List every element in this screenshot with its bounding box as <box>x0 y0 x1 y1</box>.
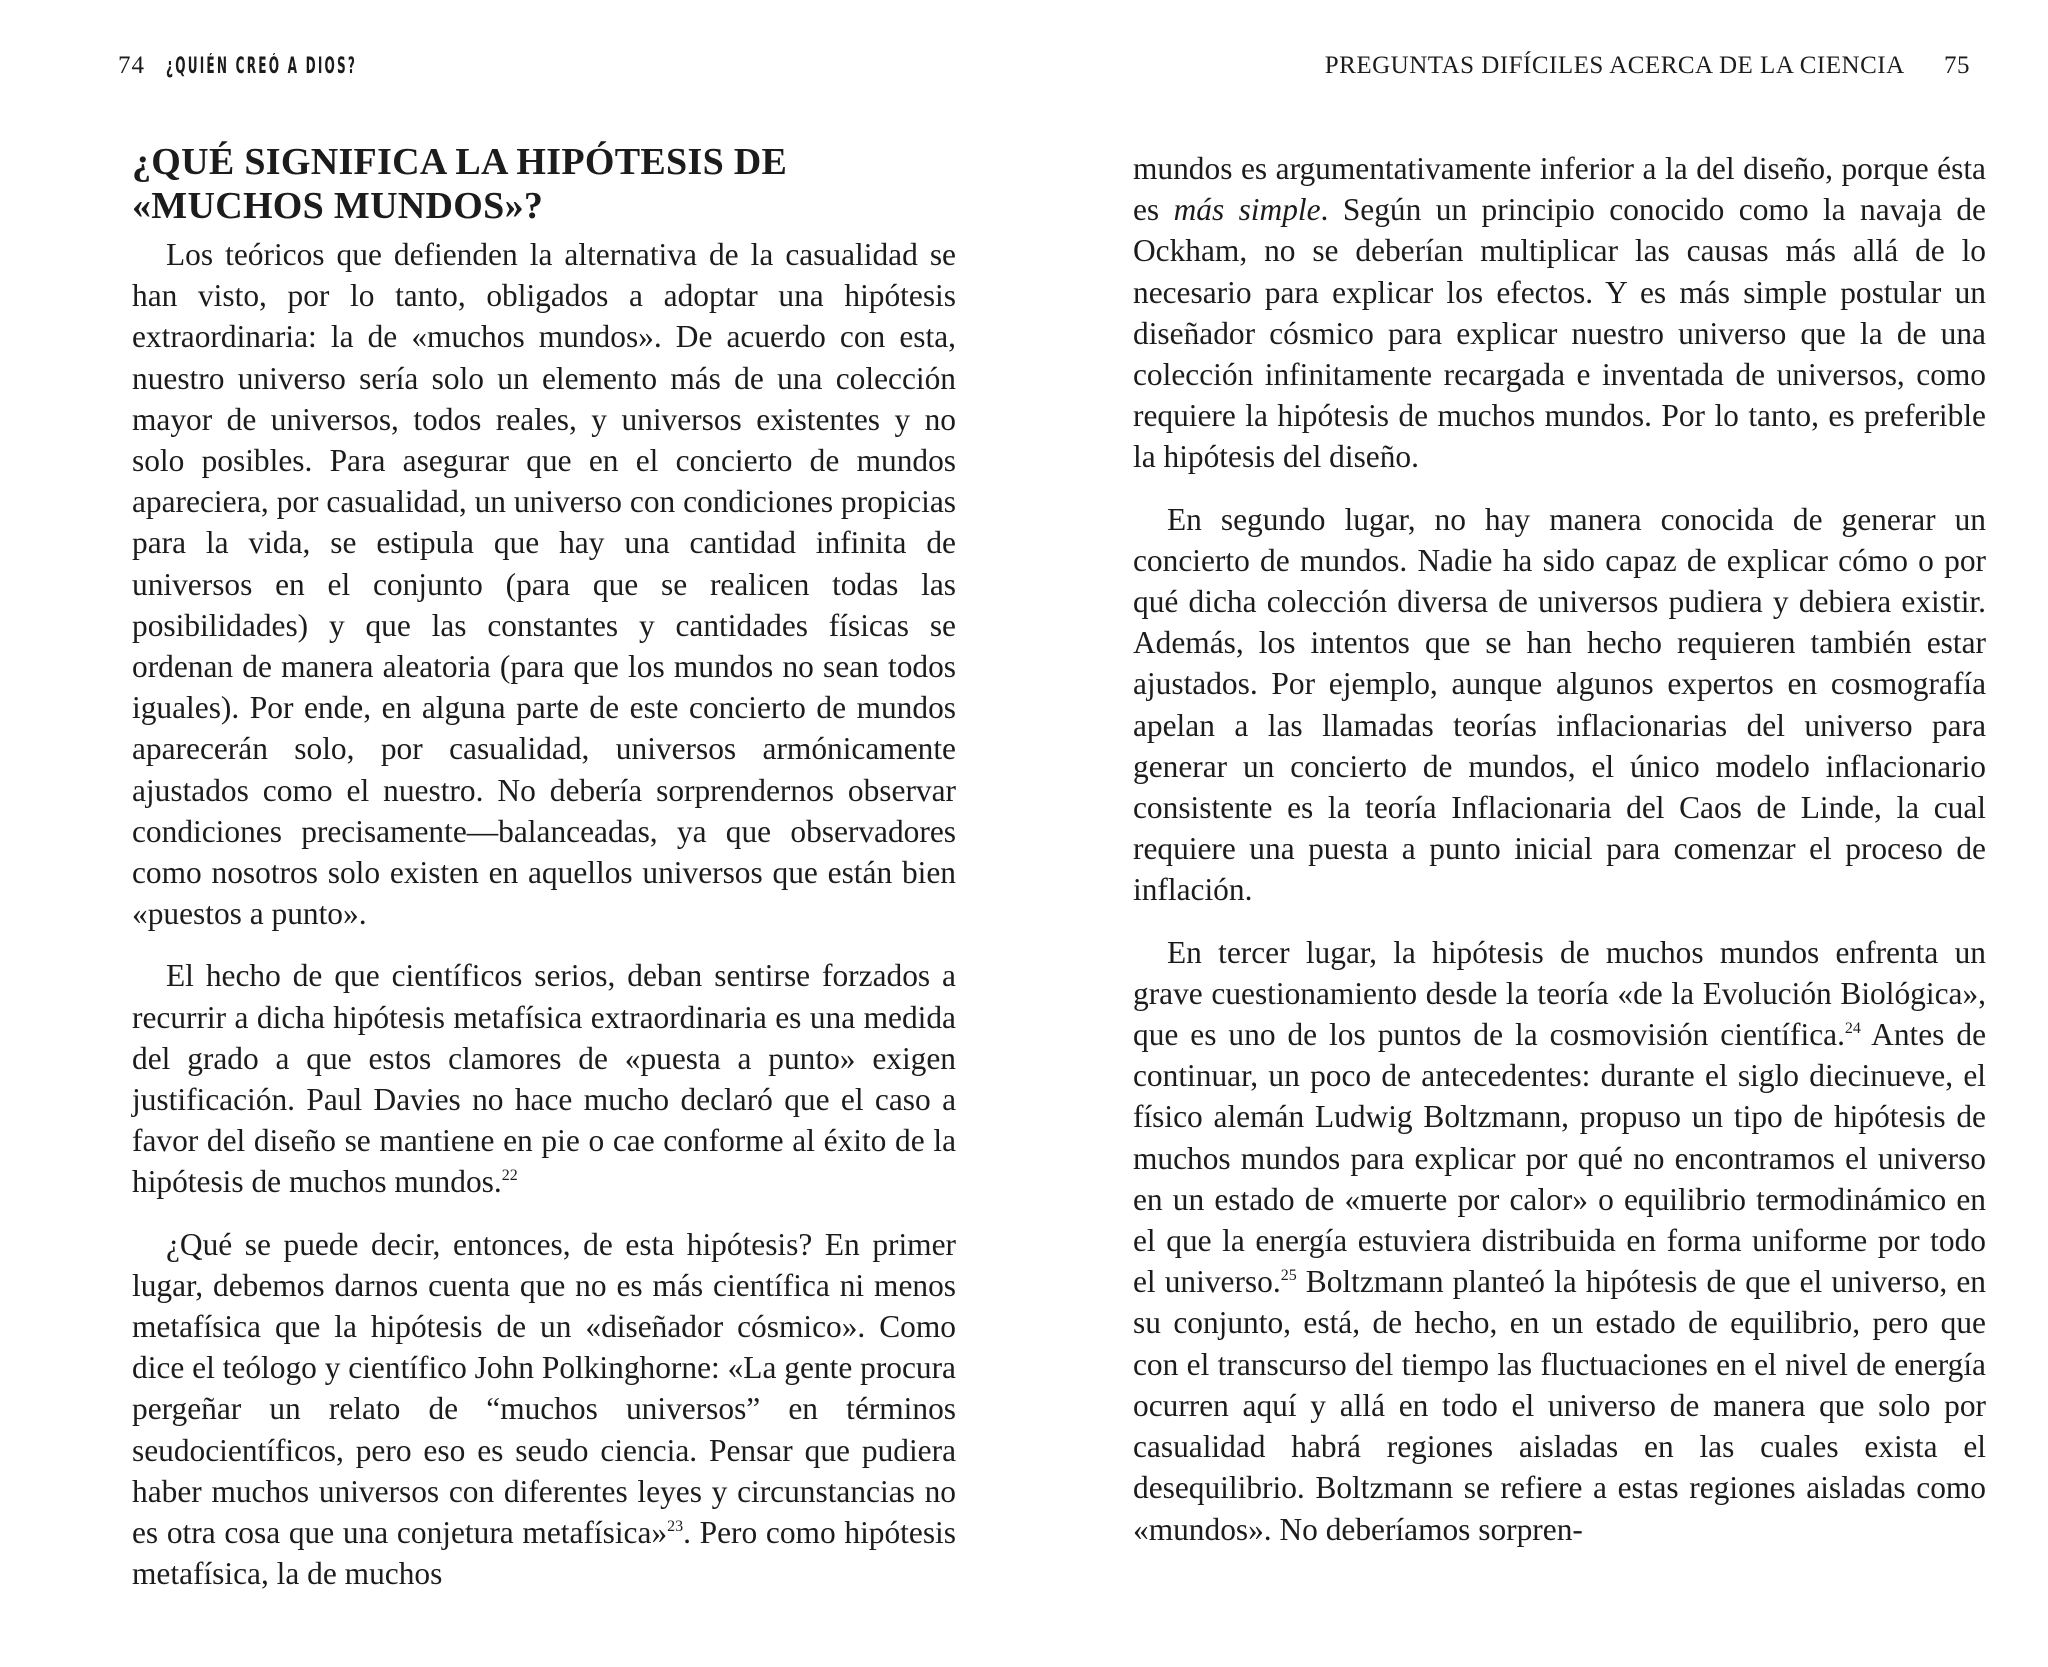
emphasis-text: más simple <box>1173 192 1321 228</box>
left-p3-text-b: . Pero como hipótesis metafísica, la de muchos <box>132 1515 956 1592</box>
left-p3-text-a: ¿Qué se puede decir, entonces, de esta hipótesis? En primer lugar, debemos darnos cuenta que no es más científica ni menos metafísica que la hipótesis de un «diseñador cósmico». Como dice el teólogo y científico John Polkinghorne: «La gente procura pergeñar un relato de “muchos universos” en términos seudocientíficos, pero eso es seudo ciencia. Pensar que pudiera haber muchos universos con diferentes leyes y circunstancias no es otra cosa que una conjetura metafísica» <box>132 1226 956 1551</box>
right-paragraph-3 <box>1133 932 1986 1550</box>
right-p2-text: En segundo lugar, no hay manera conocida de generar un concierto de mundos. Nadie ha sido capaz de explicar cómo o por qué dicha colección diversa de universos pudiera y debiera existir. Además, los intentos que se han hecho requieren también estar ajustados. Por ejemplo, aunque algunos expertos en cosmografía apelan a las llamadas teorías inflacionarias del universo para generar un concierto de mundos, el único modelo inflacionario consistente es la teoría Inflacionaria del Caos de Linde, la cual requiere una puesta a punto inicial para comenzar el proceso de inflación. <box>1133 501 1986 908</box>
left-paragraph-2 <box>132 955 956 1202</box>
left-p2-text: El hecho de que científicos serios, deban sentirse forzados a recurrir a dicha hipótesis metafísica extraordinaria es una medida del grado a que estos clamores de «puesta a punto» exigen justificación. Paul Davies no hace mucho declaró que el caso a favor del diseño se mantiene en pie o cae conforme al éxito de la hipótesis de muchos mundos. <box>132 958 956 1200</box>
left-paragraph-1 <box>132 234 956 934</box>
left-page-number: 74 <box>118 52 145 79</box>
right-running-head <box>1325 52 1970 80</box>
chapter-title: PREGUNTAS DIFÍCILES ACERCA DE LA CIENCIA <box>1324 52 1904 79</box>
footnote-ref-25: 25 <box>1280 1267 1297 1285</box>
footnote-ref-23: 23 <box>667 1518 684 1536</box>
right-text-column <box>1133 148 1986 1571</box>
right-paragraph-1 <box>1133 148 1986 478</box>
book-title: ¿QUIÉN CREÓ A DIOS? <box>166 54 358 79</box>
footnote-ref-24: 24 <box>1844 1020 1861 1038</box>
left-running-head <box>118 52 514 80</box>
right-p3-text-b: Antes de continuar, un poco de antecedentes: durante el siglo diecinueve, el físico alemán Ludwig Boltzmann, propuso un tipo de hipótesis de muchos mundos para explicar por qué no encontramos el universo en un estado de «muerte por calor» o equilibrio termodinámico en el que la energía estuviera distribuida en forma uniforme por todo el universo. <box>1133 1017 1987 1300</box>
section-heading: ¿QUÉ SIGNIFICA LA HIPÓTESIS DE «MUCHOS MUNDOS»? <box>132 141 788 227</box>
right-p1-text-b: . Según un principio conocido como la navaja de Ockham, no se deberían multiplicar las causas más allá de lo necesario para explicar los efectos. Y es más simple postular un diseñador cósmico para explicar nuestro universo que la de una colección infinitamente recargada e inventada de universos, como requiere la hipótesis de muchos mundos. Por lo tanto, es preferible la hipótesis del diseño. <box>1133 192 1986 475</box>
right-p3-text-a: En tercer lugar, la hipótesis de muchos mundos enfrenta un grave cuestionamiento desde la teoría «de la Evolución Biológica», que es uno de los puntos de la cosmovisión científica. <box>1133 934 1986 1053</box>
right-paragraph-2 <box>1133 499 1986 911</box>
left-paragraph-3 <box>132 1224 956 1595</box>
left-p1-text: Los teóricos que defienden la alternativa de la casualidad se han visto, por lo tanto, obligados a adoptar una hipótesis extraordinaria: la de «muchos mundos». De acuerdo con esta, nuestro universo sería solo un elemento más de una colección mayor de universos, todos reales, y universos existentes y no solo posibles. Para asegurar que en el concierto de mundos apareciera, por casualidad, un universo con condiciones propicias para la vida, se estipula que hay una cantidad infinita de universos en el conjunto (para que se realicen todas las posibilidades) y que las constantes y cantidades físicas se ordenan de manera aleatoria (para que los mundos no sean todos iguales). Por ende, en alguna parte de este concierto de mundos aparecerán solo, por casualidad, universos armónicamente ajustados como el nuestro. No debería sorprendernos observar condiciones precisamente—balanceadas, ya que observadores como nosotros solo existen en aquellos universos que están bien «puestos a punto». <box>132 237 956 932</box>
left-text-column <box>132 140 956 1616</box>
right-p1-text-a: mundos es argumentativamente inferior a la del diseño, porque ésta es <box>1133 151 1986 228</box>
footnote-ref-22: 22 <box>501 1167 518 1185</box>
right-page-number: 75 <box>1944 52 1970 79</box>
right-p3-text-c: Boltzmann planteó la hipótesis de que el universo, en su conjunto, está, de hecho, en un estado de equilibrio, pero que con el transcurso del tiempo las fluctuaciones en el nivel de energía ocurren aquí y allá en todo el universo de manera que solo por casualidad habrá regiones aisladas en las cuales exista el desequilibrio. Boltzmann se refiere a estas regiones aisladas como «mundos». No deberíamos sorpren- <box>1133 1264 1986 1547</box>
right-page <box>1024 0 2048 1667</box>
